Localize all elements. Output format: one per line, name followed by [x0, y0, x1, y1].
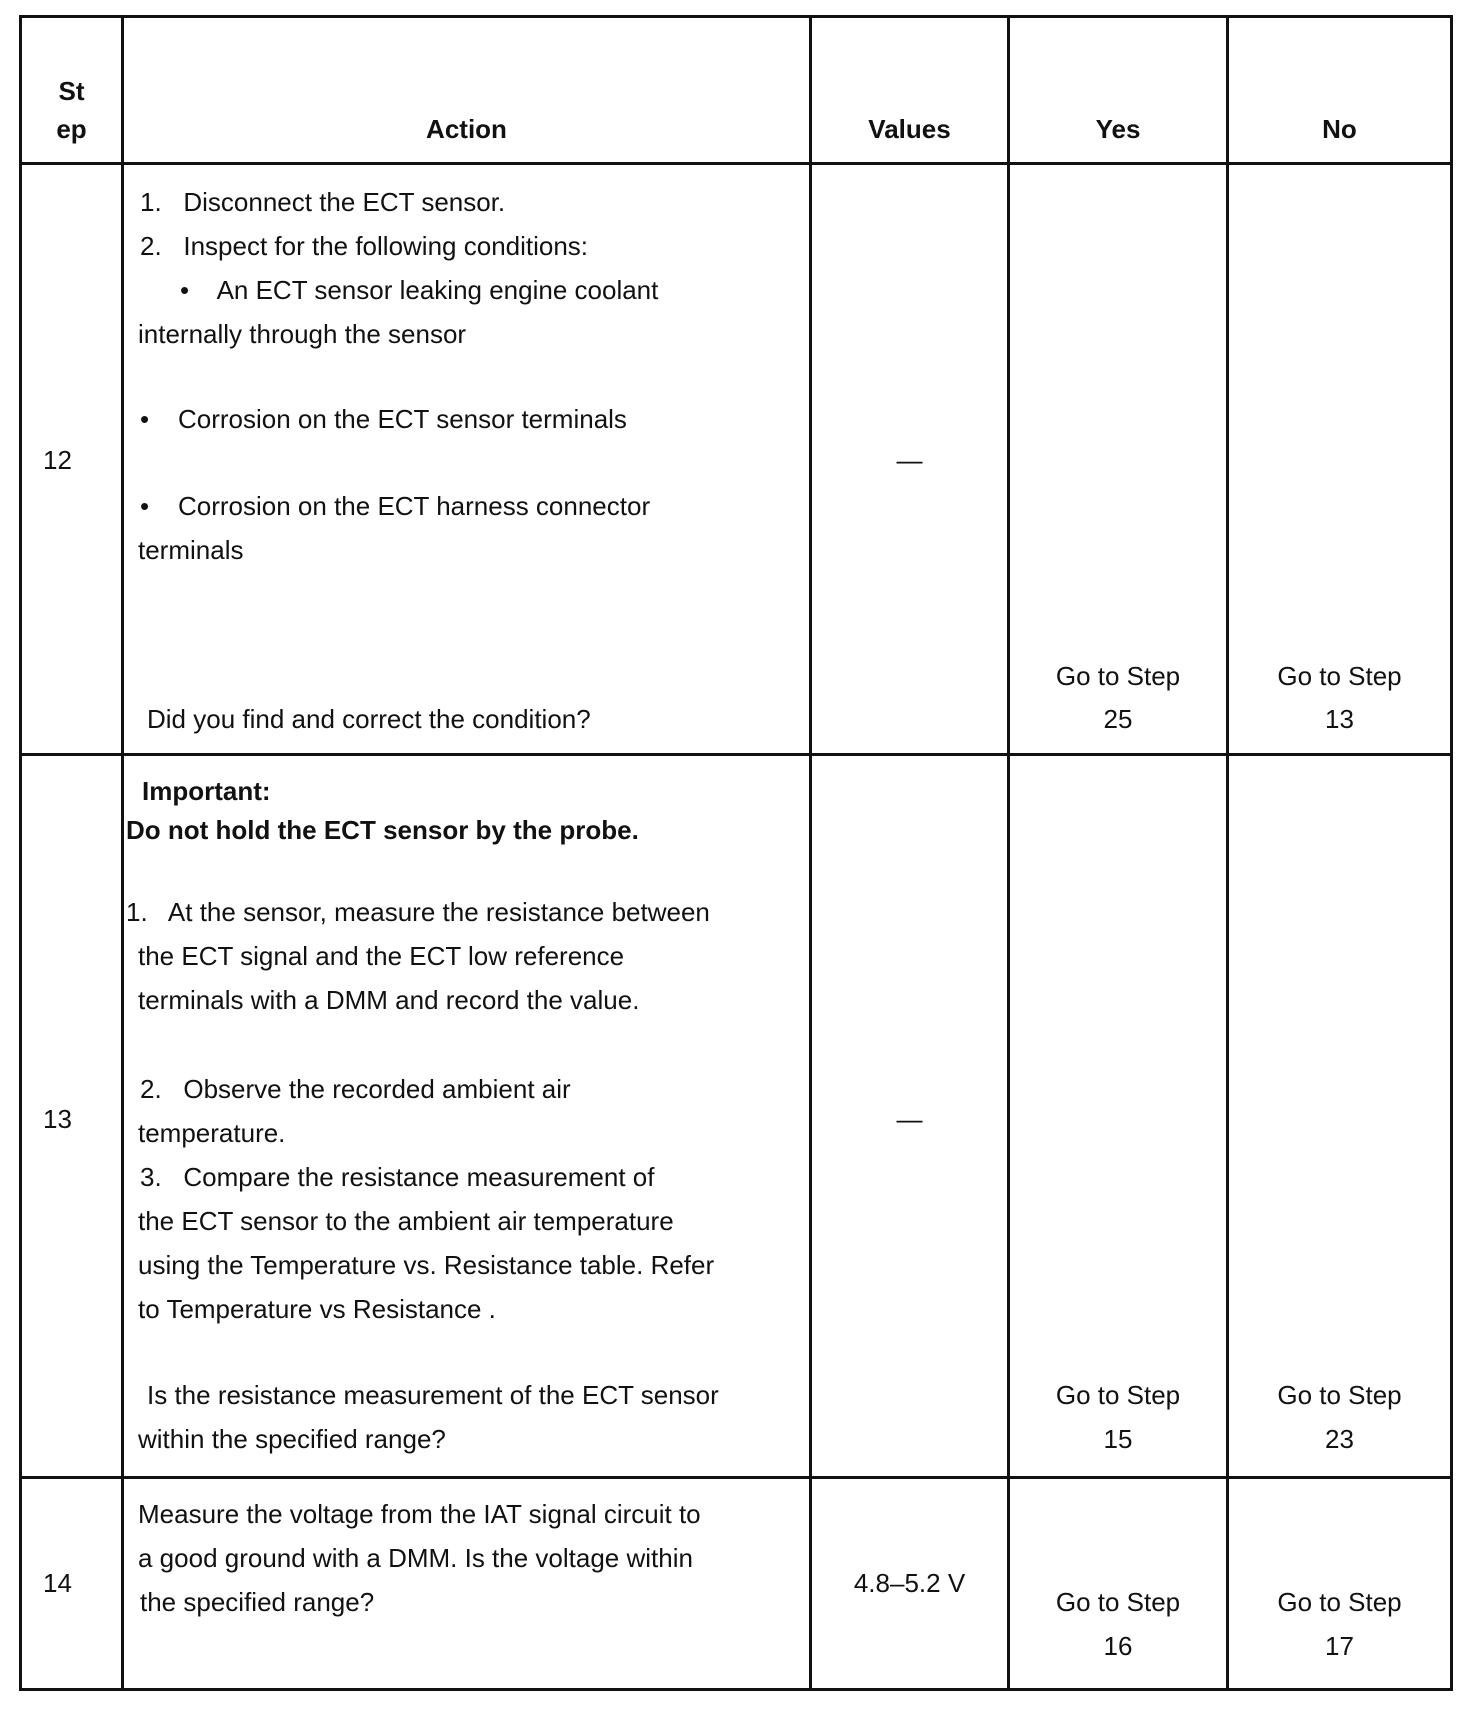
row-12-action-line: 1. Disconnect the ECT sensor.: [140, 187, 506, 217]
row-13-yes: Go to Step: [1055, 1380, 1181, 1410]
row-12-no-step: 13: [1325, 704, 1354, 734]
header-step-line1: St: [58, 76, 85, 106]
row-divider: [22, 162, 1450, 165]
row-13-value: —: [896, 1104, 923, 1134]
row-12-action-line: internally through the sensor: [138, 319, 467, 349]
row-13-no-step: 23: [1325, 1424, 1354, 1454]
row-13-action-line: the ECT sensor to the ambient air temperature: [138, 1206, 674, 1236]
column-divider: [121, 18, 124, 1688]
row-12-action-line: • Corrosion on the ECT sensor terminals: [140, 404, 627, 434]
row-13-action-line: the ECT signal and the ECT low reference: [138, 941, 625, 971]
row-14-value: 4.8–5.2 V: [853, 1568, 966, 1598]
row-13-important-label: Important:: [142, 776, 271, 806]
row-13-action-line: to Temperature vs Resistance .: [138, 1294, 496, 1324]
row-13-no: Go to Step: [1277, 1380, 1402, 1410]
row-12-action-line: terminals: [138, 535, 244, 565]
row-12-action-line: 2. Inspect for the following conditions:: [140, 231, 589, 261]
row-14-no: Go to Step: [1277, 1587, 1402, 1617]
row-13-action-line: 2. Observe the recorded ambient air: [140, 1074, 571, 1104]
row-13-action-line: Is the resistance measurement of the ECT sensor: [147, 1380, 719, 1410]
header-values: Values: [868, 114, 951, 144]
row-12-action-line: • An ECT sensor leaking engine coolant: [180, 275, 659, 305]
diagnostic-table: [19, 15, 1453, 1691]
row-13-action-line: using the Temperature vs. Resistance table. Refer: [138, 1250, 715, 1280]
row-12-action-line: Did you find and correct the condition?: [147, 704, 591, 734]
header-no: No: [1322, 114, 1357, 144]
row-14-step: 14: [43, 1568, 72, 1598]
row-14-action-line: the specified range?: [140, 1587, 375, 1617]
row-divider: [22, 753, 1450, 756]
row-13-yes-step: 15: [1103, 1424, 1133, 1454]
row-14-action-line: a good ground with a DMM. Is the voltage within: [138, 1543, 693, 1573]
column-divider: [809, 18, 812, 1688]
row-13-action-line: 1. At the sensor, measure the resistance between: [126, 897, 710, 927]
row-14-yes: Go to Step: [1055, 1587, 1181, 1617]
row-14-yes-step: 16: [1103, 1631, 1133, 1661]
row-12-no: Go to Step: [1277, 661, 1402, 691]
row-14-action-line: Measure the voltage from the IAT signal circuit to: [138, 1499, 701, 1529]
row-13-action-line: within the specified range?: [138, 1424, 446, 1454]
row-13-important-text: Do not hold the ECT sensor by the probe.: [126, 815, 639, 845]
row-13-action-line: terminals with a DMM and record the value.: [138, 985, 640, 1015]
row-12-action-line: • Corrosion on the ECT harness connector: [140, 491, 651, 521]
header-yes: Yes: [1095, 114, 1141, 144]
row-12-value: —: [896, 445, 923, 475]
row-12-step: 12: [43, 445, 72, 475]
header-action: Action: [426, 114, 507, 144]
header-step-line2: ep: [56, 114, 87, 144]
row-12-yes-step: 25: [1103, 704, 1133, 734]
row-divider: [22, 1476, 1450, 1479]
row-13-action-line: 3. Compare the resistance measurement of: [140, 1162, 655, 1192]
row-13-action-line: temperature.: [138, 1118, 286, 1148]
row-12-yes: Go to Step: [1055, 661, 1181, 691]
row-14-no-step: 17: [1325, 1631, 1354, 1661]
row-13-step: 13: [43, 1104, 72, 1134]
